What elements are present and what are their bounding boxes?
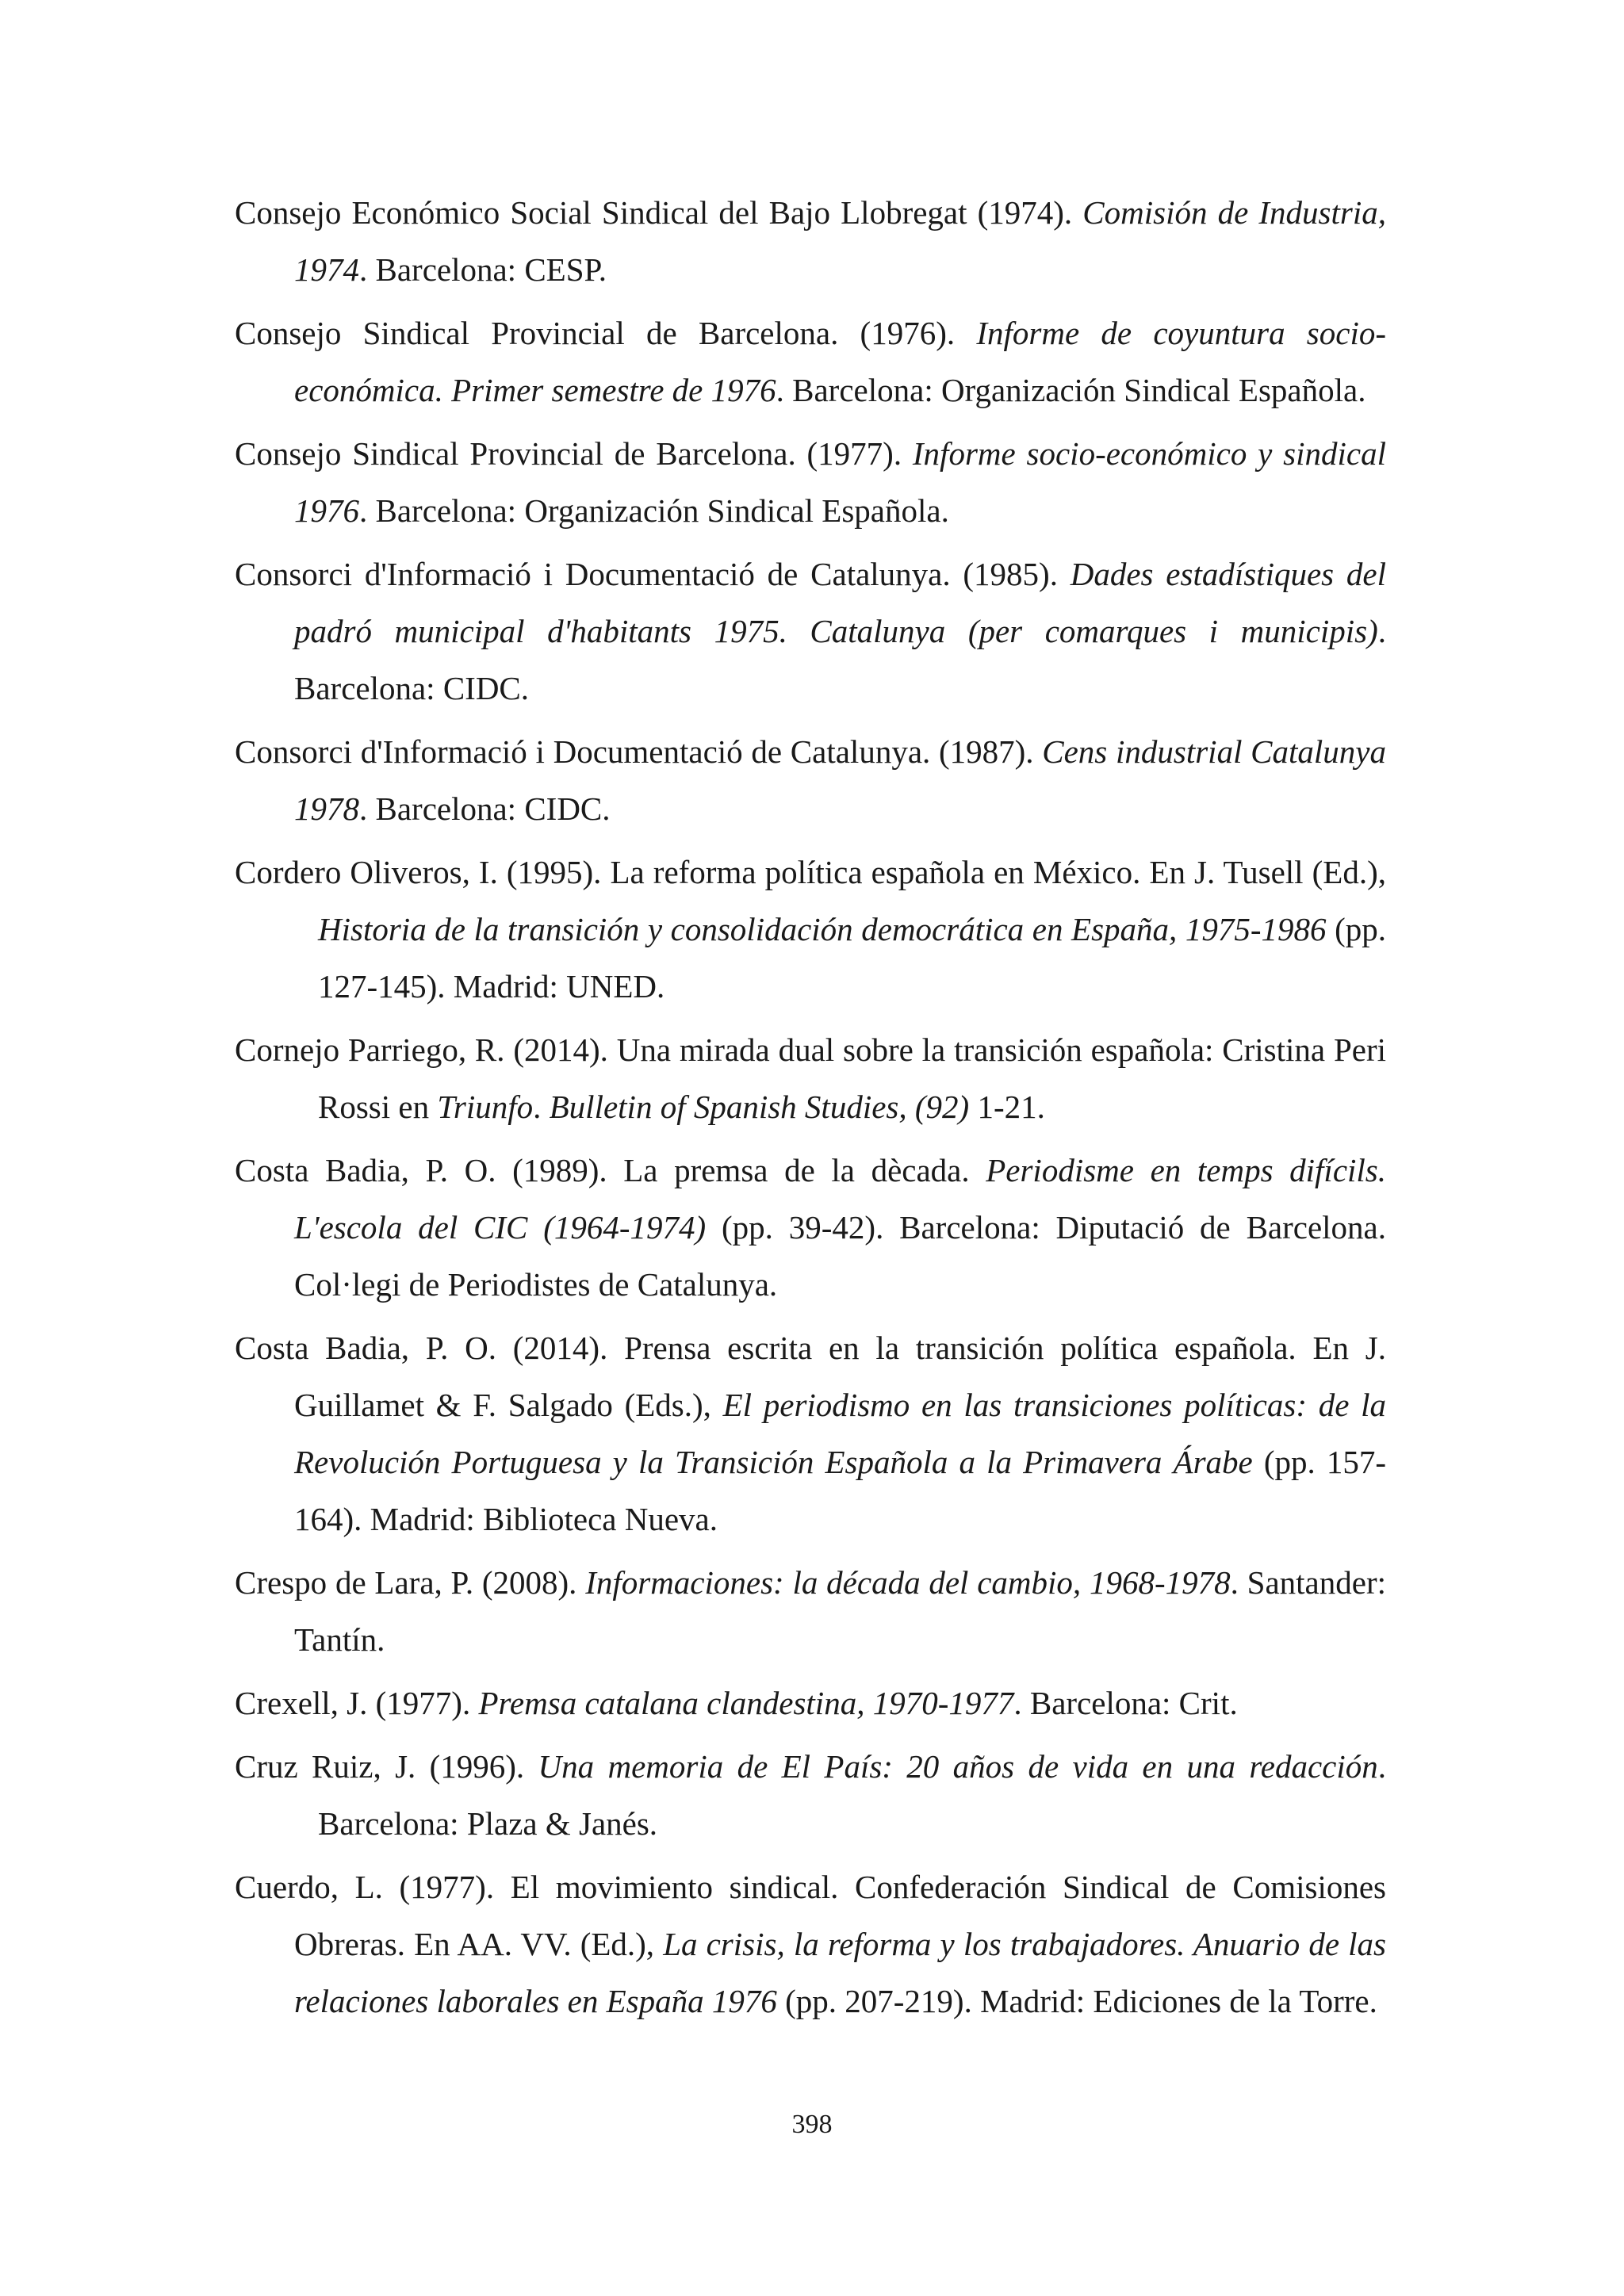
reference-list (235, 184, 1386, 2036)
reference-entry (235, 1554, 1386, 1668)
reference-text: (pp. 39-42). Barcelona: Diputació de Barcelona. Col·legi de Periodistes de Catalunya. (294, 1209, 1387, 1303)
reference-text: Consorci d'Informació i Documentació de Catalunya. (1985). (235, 556, 1071, 592)
reference-text: Costa Badia, P. O. (2014). Prensa escrita en la transición política española. En J. Guillamet & F. Salgado (Eds.), (235, 1330, 1386, 1423)
reference-text: . Barcelona: Organización Sindical Española. (776, 372, 1366, 408)
reference-entry (235, 1319, 1386, 1548)
reference-entry (235, 1858, 1386, 2030)
reference-entry (235, 723, 1386, 837)
reference-text: Cruz Ruiz, J. (1996). (235, 1748, 538, 1785)
reference-title-italic: El periodismo en las transiciones políticas: de la Revolución Portuguesa y la Transición Española a la Primavera Árabe (294, 1387, 1386, 1480)
reference-text: . Barcelona: Plaza & Janés. (318, 1748, 1386, 1842)
reference-entry (235, 1142, 1386, 1313)
reference-text: Costa Badia, P. O. (1989). La premsa de la dècada. (235, 1152, 986, 1188)
reference-text: . Barcelona: CIDC. (294, 613, 1386, 706)
reference-entry (235, 1674, 1386, 1732)
reference-text: . Barcelona: Crit. (1013, 1685, 1238, 1721)
reference-title-italic: Premsa catalana clandestina, 1970-1977 (478, 1685, 1014, 1721)
reference-title-italic: Cens industrial Catalunya 1978 (294, 733, 1386, 827)
reference-title-italic: La crisis, la reforma y los trabajadores. Anuario de las relaciones laborales en España 1976 (294, 1926, 1386, 2019)
reference-title-italic: Triunfo (437, 1089, 534, 1125)
reference-text: . Santander: Tantín. (294, 1564, 1386, 1658)
reference-text: Crexell, J. (1977). (235, 1685, 479, 1721)
reference-text: . Barcelona: Organización Sindical Española. (359, 492, 949, 529)
reference-text: . Barcelona: CIDC. (359, 790, 611, 827)
reference-text: . Barcelona: CESP. (359, 251, 607, 288)
reference-text: Consejo Sindical Provincial de Barcelona. (1976). (235, 315, 977, 351)
reference-text: Consejo Sindical Provincial de Barcelona. (1977). (235, 435, 913, 472)
reference-text: Cuerdo, L. (1977). El movimiento sindical. Confederación Sindical de Comisiones Obreras. En AA. VV. (Ed.), (235, 1869, 1386, 1962)
reference-entry (235, 184, 1386, 298)
reference-entry (235, 1738, 1386, 1852)
reference-text: Consorci d'Informació i Documentació de Catalunya. (1987). (235, 733, 1043, 770)
reference-title-italic: Dades estadístiques del padró municipal d'habitants 1975. Catalunya (per comarques i municipis) (294, 556, 1386, 649)
reference-entry (235, 545, 1386, 717)
reference-entry (235, 304, 1386, 419)
reference-text: (pp. 127-145). Madrid: UNED. (318, 911, 1387, 1004)
reference-title-italic: Informe de coyuntura socio-económica. Primer semestre de 1976 (294, 315, 1386, 408)
reference-title-italic: Historia de la transición y consolidación democrática en España, 1975-1986 (318, 911, 1327, 947)
reference-text: Cordero Oliveros, I. (1995). La reforma política española en México. En J. Tusell (Ed.), (235, 854, 1386, 890)
reference-text: 1-21. (969, 1089, 1045, 1125)
reference-text: (pp. 157-164). Madrid: Biblioteca Nueva. (294, 1444, 1386, 1537)
reference-title-italic: Una memoria de El País: 20 años de vida en una redacción (538, 1748, 1378, 1785)
page-number: 398 (791, 2110, 833, 2139)
reference-entry (235, 425, 1386, 539)
reference-title-italic: Comisión de Industria, 1974 (294, 194, 1387, 288)
reference-text: . (533, 1089, 550, 1125)
reference-text: Crespo de Lara, P. (2008). (235, 1564, 586, 1601)
reference-title-italic: Bulletin of Spanish Studies, (92) (549, 1089, 970, 1125)
reference-title-italic: Informe socio-económico y sindical 1976 (294, 435, 1386, 529)
reference-title-italic: Periodisme en temps difícils. L'escola del CIC (1964-1974) (294, 1152, 1387, 1246)
reference-entry (235, 844, 1386, 1015)
reference-text: Consejo Económico Social Sindical del Bajo Llobregat (1974). (235, 194, 1083, 231)
reference-title-italic: Informaciones: la década del cambio, 1968-1978 (585, 1564, 1231, 1601)
reference-text: Cornejo Parriego, R. (2014). Una mirada dual sobre la transición española: Cristina Peri Rossi en (235, 1031, 1386, 1125)
reference-entry (235, 1021, 1386, 1135)
reference-text: (pp. 207-219). Madrid: Ediciones de la Torre. (776, 1983, 1377, 2019)
